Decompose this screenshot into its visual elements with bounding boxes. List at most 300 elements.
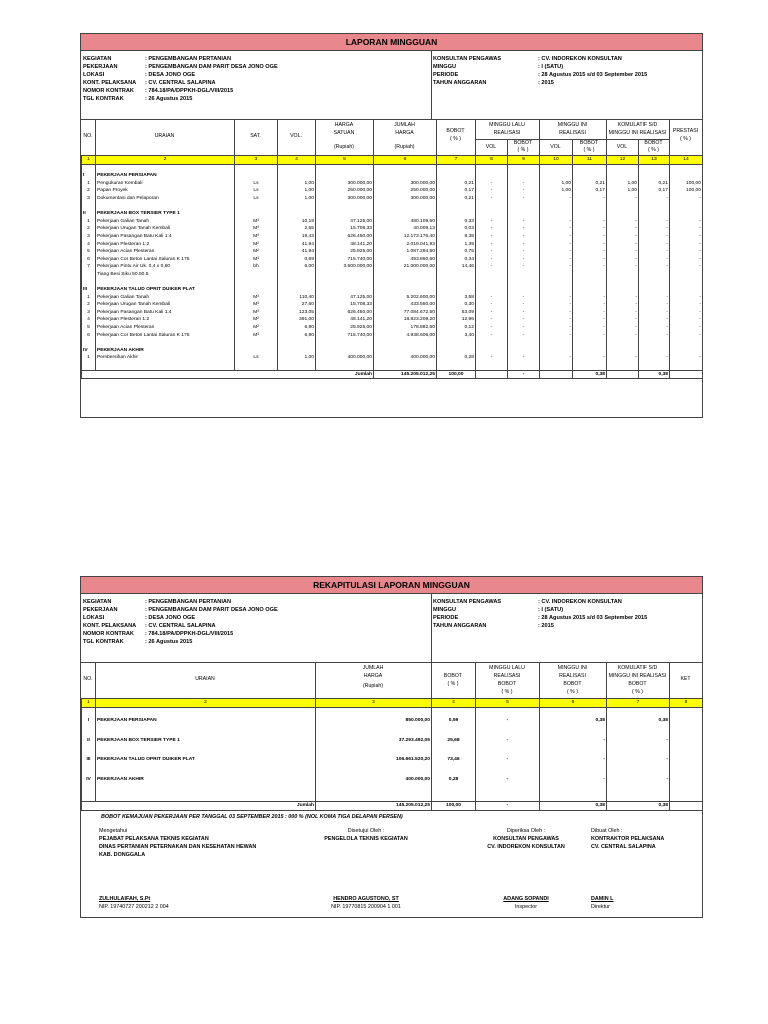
info-value: : I (SATU) <box>538 607 564 613</box>
empty-cell <box>235 172 278 180</box>
empty-cell <box>670 339 703 347</box>
table-cell: Pekerjaan Urugan Tanah Kembali <box>96 301 235 309</box>
table-cell: 2,55 <box>278 225 316 233</box>
table-cell: - <box>508 195 540 203</box>
recap-col-bobot-1: BOBOT <box>443 673 463 679</box>
empty-cell <box>432 794 476 802</box>
empty-cell <box>639 286 670 294</box>
empty-cell <box>96 786 316 794</box>
index-cell: 7 <box>437 156 476 165</box>
empty-cell <box>670 747 703 755</box>
table-cell: 1,00 <box>607 180 639 188</box>
recap-col-lalu-pct: ( % ) <box>501 689 513 695</box>
table-cell: M³ <box>235 233 278 241</box>
table-cell: 47.125,00 <box>316 218 374 226</box>
table-cell: 0,28 <box>437 354 476 362</box>
signature-id: Direktur <box>591 904 610 910</box>
table-cell: 0,59 <box>432 715 476 727</box>
table-cell: Dokumentasi dan Pelaporan <box>96 195 235 203</box>
total-label: Jumlah <box>82 802 316 811</box>
table-cell: - <box>607 263 639 271</box>
empty-cell <box>374 172 437 180</box>
info-label: KONT. PELAKSANA <box>83 623 137 629</box>
table-cell: - <box>540 248 573 256</box>
info-label: PEKERJAAN <box>83 64 118 70</box>
table-cell: 41,94 <box>278 248 316 256</box>
empty-cell <box>540 172 573 180</box>
table-cell: - <box>670 218 703 226</box>
table-cell: - <box>508 316 540 324</box>
table-cell <box>607 271 639 279</box>
table-cell: 1,00 <box>278 354 316 362</box>
table-cell: - <box>573 248 607 256</box>
table-cell: 3 <box>82 309 96 317</box>
table-cell: - <box>670 294 703 302</box>
empty-cell <box>96 766 316 774</box>
table-cell: Ls <box>235 180 278 188</box>
empty-cell <box>82 766 96 774</box>
signature-role: Dibuat Oleh : <box>591 828 623 834</box>
recap-col-jumlah-1: JUMLAH <box>362 665 384 671</box>
table-row <box>82 271 703 279</box>
empty-cell <box>607 210 639 218</box>
table-cell <box>374 271 437 279</box>
table-cell: III <box>82 754 96 766</box>
table-cell: 400.000,00 <box>374 354 437 362</box>
empty-cell <box>374 210 437 218</box>
table-cell: - <box>508 354 540 362</box>
table-cell: - <box>639 294 670 302</box>
info-value: : CV. INDOREKON KONSULTAN <box>538 599 622 605</box>
empty-cell <box>476 347 508 355</box>
blank-row <box>82 164 703 172</box>
empty-cell <box>82 164 96 172</box>
empty-cell <box>573 286 607 294</box>
empty-cell <box>437 203 476 211</box>
empty-cell <box>540 766 607 774</box>
signature-org: CV. INDOREKON KONSULTAN <box>487 844 565 850</box>
table-cell: - <box>508 180 540 188</box>
signature-column <box>591 827 701 851</box>
table-row <box>82 263 703 271</box>
empty-cell <box>639 279 670 287</box>
table-cell: - <box>476 316 508 324</box>
table-cell: 4 <box>82 241 96 249</box>
table-cell: - <box>639 256 670 264</box>
empty-cell <box>670 802 703 811</box>
index-cell: 9 <box>508 156 540 165</box>
empty-cell <box>540 347 573 355</box>
table-cell: - <box>508 233 540 241</box>
empty-cell <box>316 766 432 774</box>
blank-row <box>82 203 703 211</box>
table-cell: - <box>476 774 540 786</box>
table-cell: Pekerjaan Pasangan Batu Kali 1:4 <box>96 309 235 317</box>
empty-cell <box>670 210 703 218</box>
table-cell: - <box>607 754 670 766</box>
empty-cell <box>508 362 540 370</box>
table-cell: - <box>476 248 508 256</box>
table-cell: 3 <box>82 233 96 241</box>
table-cell: 123,05 <box>278 309 316 317</box>
empty-cell <box>508 164 540 172</box>
empty-cell <box>437 347 476 355</box>
index-cell: 13 <box>639 156 670 165</box>
table-cell: - <box>540 218 573 226</box>
table-cell: 2 <box>82 187 96 195</box>
empty-cell <box>607 164 639 172</box>
empty-cell <box>508 339 540 347</box>
table-cell: 1,00 <box>278 195 316 203</box>
table-cell: - <box>670 309 703 317</box>
total-ini: 0,38 <box>540 802 607 811</box>
recap-col-kum-pct: ( % ) <box>632 689 643 695</box>
table-row <box>82 233 703 241</box>
table-cell: 1,39 <box>437 241 476 249</box>
table-cell: - <box>639 263 670 271</box>
empty-cell <box>96 203 235 211</box>
table-cell: Pekerjaan Plesteran 1:2 <box>96 316 235 324</box>
empty-cell <box>432 786 476 794</box>
total-label: Jumlah <box>82 370 374 379</box>
table-cell: 0,34 <box>437 256 476 264</box>
table-cell: 6 <box>82 332 96 340</box>
empty-cell <box>316 362 374 370</box>
index-cell: 4 <box>278 156 316 165</box>
col-uraian: URAIAN <box>154 133 175 139</box>
empty-cell <box>235 362 278 370</box>
recap-col-kum-2: MINGGU INI REALISASI <box>608 673 667 679</box>
table-cell: 0,21 <box>437 195 476 203</box>
table-cell: 0,33 <box>437 218 476 226</box>
signature-org: KONSULTAN PENGAWAS <box>493 836 559 842</box>
signature-column <box>451 827 601 851</box>
empty-cell <box>437 279 476 287</box>
table-cell: - <box>476 309 508 317</box>
table-cell: - <box>540 225 573 233</box>
table-cell: - <box>540 195 573 203</box>
empty-cell <box>476 172 508 180</box>
info-value: : DESA JONO OGE <box>145 72 196 78</box>
table-cell: - <box>508 301 540 309</box>
table-cell: Papan Proyek <box>96 187 235 195</box>
col-bobot-2: ( % ) <box>450 136 461 142</box>
table-cell: 493.860,60 <box>374 256 437 264</box>
signature-org: DINAS PERTANIAN PETERNAKAN DAN KESEHATAN HEWAN <box>99 844 257 850</box>
table-cell <box>670 735 703 747</box>
table-cell: 40.009,13 <box>374 225 437 233</box>
info-label: NOMOR KONTRAK <box>83 631 134 637</box>
col-lalu-pct: ( % ) <box>517 147 529 153</box>
table-cell: 0,69 <box>278 256 316 264</box>
table-cell: - <box>508 309 540 317</box>
table-cell <box>437 271 476 279</box>
table-cell: 18.823.209,20 <box>374 316 437 324</box>
table-cell: - <box>476 241 508 249</box>
info-value: : 28 Agustus 2015 s/d 03 September 2015 <box>538 72 648 78</box>
empty-cell <box>670 727 703 735</box>
empty-cell <box>573 164 607 172</box>
empty-cell <box>316 786 432 794</box>
empty-cell <box>639 172 670 180</box>
table-cell: - <box>607 735 670 747</box>
table-cell: 0,12 <box>437 324 476 332</box>
empty-cell <box>432 766 476 774</box>
col-kum-2: MINGGU INI REALISASI <box>608 130 667 136</box>
empty-cell <box>670 279 703 287</box>
table-cell <box>82 271 96 279</box>
empty-cell <box>476 203 508 211</box>
empty-cell <box>96 362 235 370</box>
table-cell: PEKERJAAN AKHIR <box>96 774 316 786</box>
table-cell: 715.740,00 <box>316 332 374 340</box>
empty-cell <box>540 164 573 172</box>
table-cell <box>639 271 670 279</box>
table-cell: - <box>476 754 540 766</box>
table-cell: Pekerjaan Acian Plesteran <box>96 324 235 332</box>
table-cell: 0,21 <box>437 180 476 188</box>
table-cell: - <box>573 316 607 324</box>
table-cell: - <box>476 332 508 340</box>
info-label: TGL KONTRAK <box>83 639 124 645</box>
blank-row <box>82 362 703 370</box>
empty-cell <box>476 362 508 370</box>
total-lalu: - <box>508 370 540 379</box>
table-cell: - <box>540 735 607 747</box>
table-cell: 5 <box>82 248 96 256</box>
index-row <box>82 156 703 165</box>
empty-cell <box>316 286 374 294</box>
table-cell: - <box>476 735 540 747</box>
empty-cell <box>508 347 540 355</box>
empty-cell <box>639 164 670 172</box>
empty-cell <box>437 210 476 218</box>
empty-cell <box>607 727 670 735</box>
signature-column <box>99 827 289 859</box>
table-cell: 0,38 <box>540 715 607 727</box>
info-label: MINGGU <box>433 64 456 70</box>
info-label: NOMOR KONTRAK <box>83 88 134 94</box>
empty-cell <box>82 707 96 715</box>
table-cell: - <box>670 225 703 233</box>
empty-cell <box>82 786 96 794</box>
empty-cell <box>639 347 670 355</box>
table-cell: - <box>670 248 703 256</box>
table-cell: II <box>82 735 96 747</box>
table-cell: - <box>540 233 573 241</box>
empty-cell <box>607 747 670 755</box>
total-row <box>82 370 703 379</box>
table-cell: Pengukuran Kembali <box>96 180 235 188</box>
table-cell: - <box>573 324 607 332</box>
table-cell <box>278 271 316 279</box>
recap-table <box>81 698 703 811</box>
empty-cell <box>639 210 670 218</box>
section-label: PEKERJAAN AKHIR <box>96 347 235 355</box>
empty-cell <box>670 794 703 802</box>
table-cell: 300.000,00 <box>374 195 437 203</box>
empty-cell <box>476 747 540 755</box>
table-cell: Pekerjaan Pintu Air Uk. 0,4 x 0,60 <box>96 263 235 271</box>
table-cell: - <box>607 218 639 226</box>
table-cell: - <box>573 195 607 203</box>
empty-cell <box>374 362 437 370</box>
table-row <box>82 301 703 309</box>
info-value: : 784.18/PA/DPPKH-DGL/VIII/2015 <box>145 631 234 637</box>
table-cell: M³ <box>235 256 278 264</box>
table-row <box>82 332 703 340</box>
recap-col-kum-bobot: BOBOT <box>628 681 647 687</box>
info-value: : 784.18/PA/DPPKH-DGL/VIII/2015 <box>145 88 234 94</box>
recap-table-header <box>81 663 702 698</box>
col-kum-vol: VOL <box>616 144 628 150</box>
table-cell: - <box>573 218 607 226</box>
table-cell: 0,21 <box>639 180 670 188</box>
table-cell: - <box>573 241 607 249</box>
empty-cell <box>573 347 607 355</box>
empty-cell <box>476 766 540 774</box>
info-value: : I (SATU) <box>538 64 564 70</box>
col-lalu-vol: VOL <box>485 144 497 150</box>
info-value: : 28 Agustus 2015 s/d 03 September 2015 <box>538 615 648 621</box>
empty-cell <box>432 727 476 735</box>
empty-cell <box>82 339 96 347</box>
table-row <box>82 309 703 317</box>
table-cell: 14,46 <box>437 263 476 271</box>
recap-col-ini-bobot: BOBOT <box>563 681 582 687</box>
table-cell: - <box>607 241 639 249</box>
table-cell: 400.000,00 <box>316 774 432 786</box>
signature-org: KONTRAKTOR PELAKSANA <box>591 836 665 842</box>
total-kum: 0,38 <box>607 802 670 811</box>
table-cell: 300.000,00 <box>316 195 374 203</box>
table-row <box>82 316 703 324</box>
empty-cell <box>437 362 476 370</box>
table-cell: - <box>540 324 573 332</box>
signature-id: NIP. 19770815 200904 1 001 <box>331 904 401 910</box>
table-cell: 5.202.600,00 <box>374 294 437 302</box>
table-cell: - <box>476 715 540 727</box>
table-cell: M³ <box>235 294 278 302</box>
info-label: TAHUN ANGGARAN <box>433 623 487 629</box>
progress-note: BOBOT KEMAJUAN PEKERJAAN PER TANGGAL 03 SEPTEMBER 2015 : 000 % (NOL KOMA TIGA DELAPAN PERSEN) <box>101 814 403 820</box>
section-number: II <box>82 210 96 218</box>
info-value: : 26 Agustus 2015 <box>145 639 193 645</box>
table-row <box>82 324 703 332</box>
empty-cell <box>278 279 316 287</box>
empty-cell <box>278 347 316 355</box>
index-cell: 7 <box>607 699 670 708</box>
table-cell: M³ <box>235 332 278 340</box>
table-cell: 0,03 <box>437 225 476 233</box>
empty-cell <box>96 727 316 735</box>
table-cell: 19,43 <box>278 233 316 241</box>
table-cell: - <box>607 332 639 340</box>
table-cell <box>476 271 508 279</box>
info-label: PERIODE <box>433 615 459 621</box>
table-cell: 300.000,00 <box>374 180 437 188</box>
table-cell: - <box>607 225 639 233</box>
table-cell: 2.019.041,93 <box>374 241 437 249</box>
table-cell: - <box>508 263 540 271</box>
col-bobot-1: BOBOT <box>446 128 465 134</box>
empty-cell <box>540 210 573 218</box>
empty-cell <box>82 362 96 370</box>
info-value: : 2015 <box>538 80 554 86</box>
empty-cell <box>607 286 639 294</box>
table-cell: 41,94 <box>278 241 316 249</box>
empty-cell <box>235 286 278 294</box>
empty-cell <box>235 203 278 211</box>
table-cell: - <box>540 332 573 340</box>
table-cell: I <box>82 715 96 727</box>
table-cell: 6 <box>82 256 96 264</box>
weekly-info-block <box>81 51 702 120</box>
empty-cell <box>508 279 540 287</box>
empty-cell <box>670 164 703 172</box>
empty-cell <box>437 286 476 294</box>
table-cell: 0,30 <box>437 301 476 309</box>
index-cell: 12 <box>607 156 639 165</box>
table-cell: - <box>607 309 639 317</box>
table-cell: - <box>508 241 540 249</box>
recap-col-jumlah-2: HARGA <box>363 673 383 679</box>
table-cell: - <box>639 332 670 340</box>
table-cell: 10,19 <box>278 218 316 226</box>
table-cell: - <box>540 754 607 766</box>
table-cell: - <box>476 180 508 188</box>
table-cell: 1 <box>82 218 96 226</box>
table-cell <box>540 271 573 279</box>
signature-id: NIP. 19740727 200212 2 004 <box>99 904 169 910</box>
table-cell: - <box>540 301 573 309</box>
table-cell: 73,46 <box>432 754 476 766</box>
table-cell: - <box>607 256 639 264</box>
recap-row <box>82 774 703 786</box>
table-cell <box>670 271 703 279</box>
table-cell: 0,28 <box>432 774 476 786</box>
table-cell: - <box>607 324 639 332</box>
table-cell: 4.938.606,00 <box>374 332 437 340</box>
info-value: : 2015 <box>538 623 554 629</box>
empty-cell <box>607 172 639 180</box>
empty-cell <box>476 707 540 715</box>
table-cell: - <box>670 301 703 309</box>
table-cell: 3,40 <box>437 332 476 340</box>
empty-cell <box>670 786 703 794</box>
empty-cell <box>278 286 316 294</box>
empty-cell <box>235 339 278 347</box>
info-label: KONSULTAN PENGAWAS <box>433 56 502 62</box>
empty-cell <box>670 172 703 180</box>
empty-cell <box>476 727 540 735</box>
table-cell: - <box>540 263 573 271</box>
empty-cell <box>374 279 437 287</box>
table-cell <box>670 715 703 727</box>
empty-cell <box>476 164 508 172</box>
col-harga-3: (Rupiah) <box>334 144 354 150</box>
empty-cell <box>540 203 573 211</box>
section-number: III <box>82 286 96 294</box>
empty-cell <box>374 203 437 211</box>
table-cell: Pekerjaan Cor Beton Lantai Saluran K 175 <box>96 332 235 340</box>
table-row <box>82 248 703 256</box>
empty-cell <box>508 203 540 211</box>
empty-cell <box>374 347 437 355</box>
empty-cell <box>607 794 670 802</box>
table-cell: M³ <box>235 225 278 233</box>
table-cell: 391,00 <box>278 316 316 324</box>
